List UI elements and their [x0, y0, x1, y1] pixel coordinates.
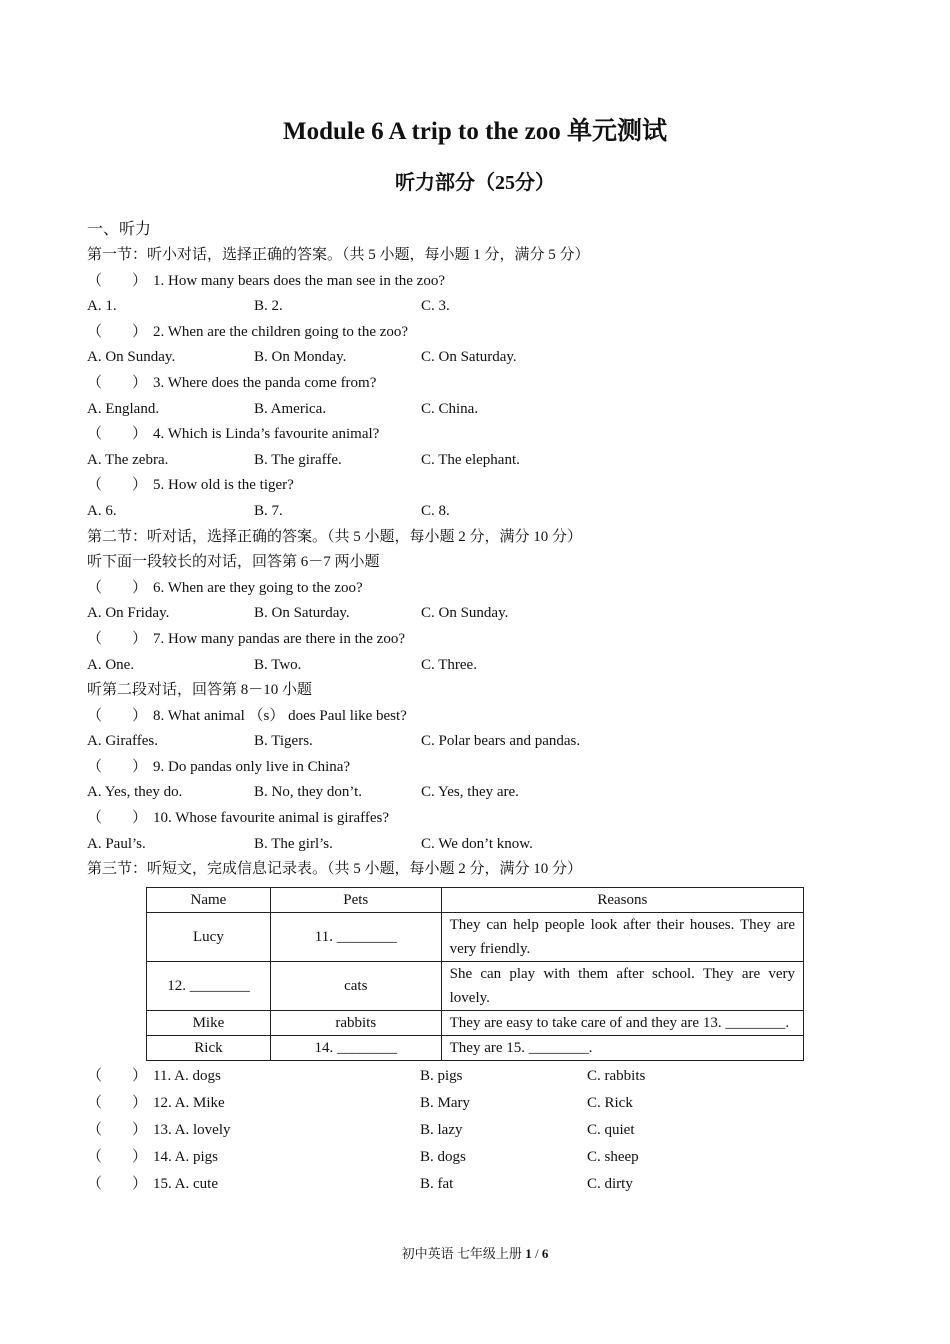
question-row	[87, 1144, 807, 1171]
option-b: B. 7.	[254, 502, 283, 519]
option-c: C. On Sunday.	[421, 605, 509, 622]
option-a: A. 1.	[87, 298, 117, 315]
option-a: A. Yes, they do.	[87, 784, 183, 801]
question-text: 11. A. dogs	[153, 1067, 221, 1084]
question-stem	[87, 576, 807, 602]
cell-pets: 11. ________	[270, 912, 441, 961]
dialog2-intro: 听第二段对话，回答第 8－10 小题	[87, 682, 313, 699]
question-stem	[87, 704, 807, 730]
answer-blank: （ ）	[87, 1148, 148, 1165]
option-b: B. On Saturday.	[254, 605, 350, 622]
question-text: 1. How many bears does the man see in the zoo?	[153, 272, 445, 289]
table-row	[147, 1010, 804, 1035]
page-footer	[0, 1244, 950, 1264]
question-text: 4. Which is Linda’s favourite animal?	[153, 426, 380, 443]
question-text: 14. A. pigs	[153, 1148, 219, 1165]
answer-blank: （ ）	[87, 477, 148, 494]
answer-blank: （ ）	[87, 1067, 148, 1084]
page-number: 1	[525, 1246, 532, 1261]
question-text: 12. A. Mike	[153, 1094, 225, 1111]
question-options	[87, 729, 807, 755]
cell-name: 12. ________	[147, 961, 271, 1010]
exam-content	[87, 216, 807, 1198]
question-text: 15. A. cute	[153, 1175, 218, 1192]
option-c: C. We don’t know.	[421, 835, 533, 852]
answer-blank: （ ）	[87, 758, 148, 775]
answer-blank: （ ）	[87, 323, 148, 340]
option-c: C. Three.	[421, 656, 477, 673]
option-a: A. England.	[87, 400, 160, 417]
option-b: B. Two.	[254, 656, 302, 673]
option-c: C. The elephant.	[421, 451, 520, 468]
header-reasons: Reasons	[441, 887, 803, 912]
question-text: 5. How old is the tiger?	[153, 477, 294, 494]
option-a: A. The zebra.	[87, 451, 169, 468]
option-b: B. pigs	[420, 1067, 463, 1084]
answer-blank: （ ）	[87, 272, 148, 289]
option-c: C. rabbits	[587, 1067, 646, 1084]
question-options	[87, 780, 807, 806]
option-a: A. On Friday.	[87, 605, 170, 622]
cell-name: Mike	[147, 1010, 271, 1035]
answer-blank: （ ）	[87, 374, 148, 391]
question-options	[87, 832, 807, 858]
option-c: C. 3.	[421, 298, 450, 315]
question-row	[87, 1117, 807, 1144]
option-b: B. Tigers.	[254, 733, 313, 750]
cell-name: Lucy	[147, 912, 271, 961]
dialog1-intro: 听下面一段较长的对话，回答第 6－7 两小题	[87, 554, 380, 571]
answer-blank: （ ）	[87, 1121, 148, 1138]
cell-reasons: They are 15. ________.	[441, 1035, 803, 1060]
question-stem	[87, 473, 807, 499]
question-row	[87, 1090, 807, 1117]
part-heading: 一、听力	[87, 221, 152, 238]
option-a: A. Paul’s.	[87, 835, 146, 852]
question-text: 13. A. lovely	[153, 1121, 231, 1138]
question-text: 3. Where does the panda come from?	[153, 374, 377, 391]
question-options	[87, 448, 807, 474]
question-text: 6. When are they going to the zoo?	[153, 579, 363, 596]
answer-blank: （ ）	[87, 426, 148, 443]
cell-reasons: They can help people look after their houses. They are very friendly.	[441, 912, 803, 961]
cell-pets: 14. ________	[270, 1035, 441, 1060]
option-c: C. On Saturday.	[421, 349, 517, 366]
option-c: C. dirty	[587, 1175, 633, 1192]
question-options	[87, 345, 807, 371]
question-text: 9. Do pandas only live in China?	[153, 758, 351, 775]
cell-name: Rick	[147, 1035, 271, 1060]
question-text: 2. When are the children going to the zoo?	[153, 323, 409, 340]
cell-reasons: She can play with them after school. They are very lovely.	[441, 961, 803, 1010]
header-pets: Pets	[270, 887, 441, 912]
question-stem	[87, 755, 807, 781]
question-stem	[87, 422, 807, 448]
option-a: A. One.	[87, 656, 135, 673]
option-b: B. America.	[254, 400, 327, 417]
question-row	[87, 1063, 807, 1090]
cell-pets: cats	[270, 961, 441, 1010]
answer-blank: （ ）	[87, 1094, 148, 1111]
question-options	[87, 653, 807, 679]
question-options	[87, 601, 807, 627]
answer-blank: （ ）	[87, 579, 148, 596]
answer-blank: （ ）	[87, 630, 148, 647]
option-b: B. 2.	[254, 298, 283, 315]
question-stem	[87, 320, 807, 346]
question-options	[87, 499, 807, 525]
question-options	[87, 294, 807, 320]
page-total: 6	[541, 1246, 549, 1261]
header-name: Name	[147, 887, 271, 912]
table-header-row	[147, 887, 804, 912]
option-b: B. The girl’s.	[254, 835, 333, 852]
option-a: A. Giraffes.	[87, 733, 158, 750]
question-row	[87, 1171, 807, 1198]
question-stem	[87, 806, 807, 832]
page-title: Module 6 A trip to the zoo 单元测试	[282, 118, 667, 145]
question-options	[87, 397, 807, 423]
option-c: C. Yes, they are.	[421, 784, 519, 801]
question-stem	[87, 627, 807, 653]
option-a: A. 6.	[87, 502, 117, 519]
option-a: A. On Sunday.	[87, 349, 176, 366]
table-row	[147, 1035, 804, 1060]
page-separator: /	[531, 1246, 542, 1261]
question-text: 10. Whose favourite animal is giraffes?	[153, 810, 390, 827]
question-text: 7. How many pandas are there in the zoo?	[153, 630, 405, 647]
section1-instruction: 第一节：听小对话，选择正确的答案。（共 5 小题，每小题 1 分，满分 5 分）	[87, 247, 590, 263]
table-row	[147, 961, 804, 1010]
option-c: C. China.	[421, 400, 479, 417]
answer-blank: （ ）	[87, 1175, 148, 1192]
option-b: B. dogs	[420, 1148, 466, 1165]
question-text: 8. What animal （s） does Paul like best?	[153, 707, 407, 724]
section2-instruction: 第二节：听对话，选择正确的答案。（共 5 小题，每小题 2 分，满分 10 分）	[87, 528, 583, 545]
section3-instruction: 第三节：听短文，完成信息记录表。（共 5 小题，每小题 2 分，满分 10 分）	[87, 861, 583, 878]
option-c: C. sheep	[587, 1148, 639, 1165]
option-b: B. The giraffe.	[254, 451, 342, 468]
question-stem	[87, 269, 807, 295]
page-subtitle: 听力部分（25分）	[395, 172, 555, 194]
question-stem	[87, 371, 807, 397]
table-row	[147, 912, 804, 961]
option-b: B. lazy	[420, 1121, 463, 1138]
option-c: C. quiet	[587, 1121, 635, 1138]
info-record-table	[146, 887, 804, 1061]
cell-reasons: They are easy to take care of and they are 13. ________.	[441, 1010, 803, 1035]
answer-blank: （ ）	[87, 707, 148, 724]
answer-blank: （ ）	[87, 810, 148, 827]
footer-text: 初中英语 七年级上册	[401, 1246, 522, 1261]
option-b: B. Mary	[420, 1094, 470, 1111]
option-b: B. fat	[420, 1175, 454, 1192]
cell-pets: rabbits	[270, 1010, 441, 1035]
option-c: C. Rick	[587, 1094, 633, 1111]
option-c: C. 8.	[421, 502, 450, 519]
option-b: B. On Monday.	[254, 349, 347, 366]
option-b: B. No, they don’t.	[254, 784, 363, 801]
option-c: C. Polar bears and pandas.	[421, 733, 581, 750]
